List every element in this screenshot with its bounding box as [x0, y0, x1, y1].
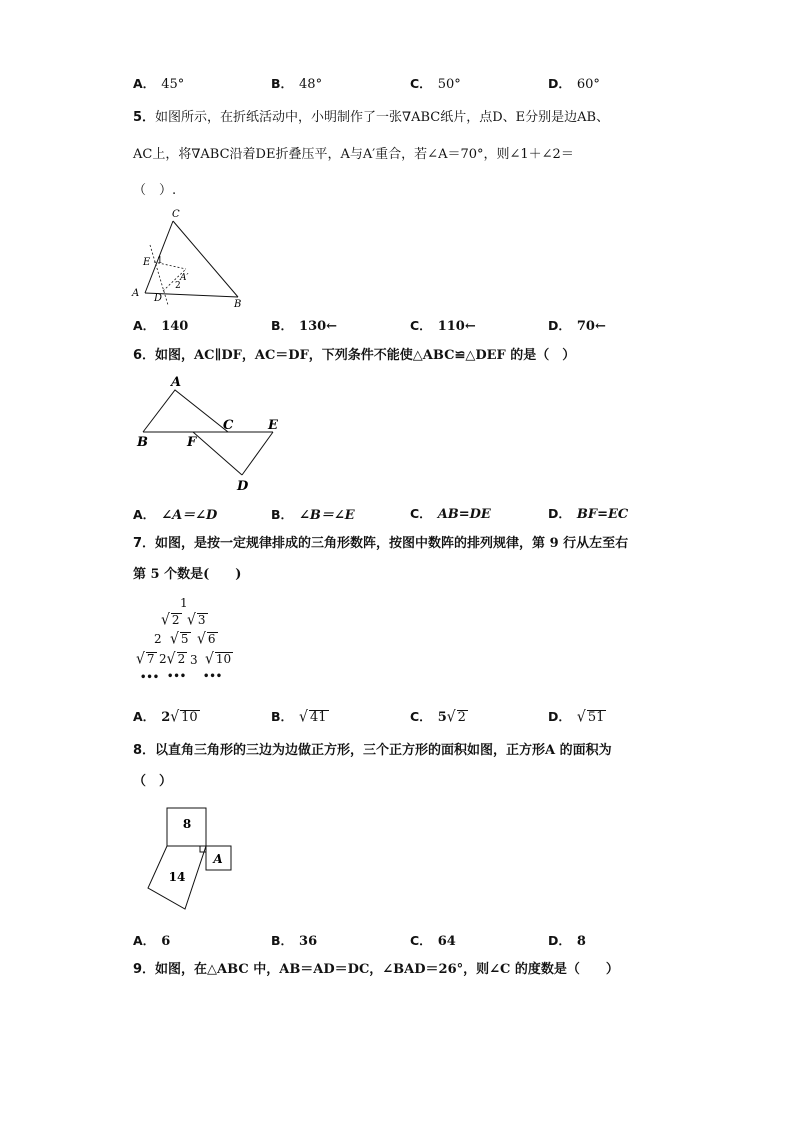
q7-number-array [133, 596, 253, 688]
q7-option-a[interactable]: A． 2√ 10 [133, 708, 198, 726]
q5-label-b: B [234, 299, 242, 310]
q8-label-a: A [213, 852, 223, 866]
array-dots-3: ••• [203, 671, 223, 682]
q6-question: 6．如图，AC∥DF，AC＝DF，下列条件不能使△ABC≌△DEF 的是（ ） [133, 348, 576, 363]
array-dots-2: ••• [167, 671, 187, 682]
q6-label-a: A [171, 375, 182, 390]
array-r1: 1 [180, 596, 188, 610]
q5-label-1: 1 [157, 256, 163, 266]
q8-option-a[interactable]: A． 6 [133, 933, 171, 949]
array-r3-2: √ 5 [170, 630, 189, 648]
q5-label-a: A [132, 288, 140, 299]
q5-figure [128, 205, 258, 310]
q6-option-d[interactable]: D． BF=EC [548, 506, 629, 522]
q6-option-b[interactable]: B． ∠B＝∠E [271, 507, 355, 523]
q5-label-e: E [143, 257, 151, 268]
q9-question: 9．如图，在△ABC 中，AB＝AD＝DC，∠BAD＝26°，则∠C 的度数是（ ） [133, 962, 619, 977]
q7-option-c[interactable]: C． 5√ 2 [410, 708, 466, 726]
q6-label-f: F [187, 435, 197, 450]
q7-options [133, 707, 693, 727]
q6-label-b: B [137, 435, 148, 450]
q5-label-d: D [154, 293, 163, 304]
array-r2-2: √ 3 [187, 611, 206, 629]
array-r4-4: √ 10 [205, 650, 232, 668]
q8-option-c[interactable]: C． 64 [410, 933, 456, 949]
q6-options [133, 504, 693, 522]
array-r3-1: 2 [154, 632, 162, 646]
array-r4-1: √ 7 [136, 650, 155, 668]
q7-option-b[interactable]: B． √ 41 [271, 708, 327, 726]
q7-option-d[interactable]: D． √ 51 [548, 708, 605, 726]
q5-line1: 5．如图所示，在折纸活动中，小明制作了一张∇ABC纸片，点D、E分别是边AB、 [133, 110, 610, 125]
q8-option-d[interactable]: D． 8 [548, 933, 586, 949]
q8-figure [140, 800, 240, 915]
q8-option-b[interactable]: B． 36 [271, 933, 318, 949]
array-r2-1: √ 2 [161, 611, 180, 629]
array-r4-2: 2√ 2 [159, 650, 186, 668]
q4-option-d[interactable]: D． 60° [548, 76, 600, 92]
left-arrow-icon: ← [326, 319, 338, 334]
q4-options [133, 74, 693, 92]
array-r3-3: √ 6 [197, 630, 216, 648]
q4-option-a[interactable]: A． 45° [133, 76, 185, 92]
q8-label-8: 8 [182, 817, 192, 831]
left-arrow-icon: ← [594, 319, 606, 334]
q8-options [133, 931, 693, 949]
q6-label-e: E [268, 418, 278, 433]
q5-label-c: C [172, 209, 180, 220]
q6-label-d: D [237, 479, 249, 494]
q7-line2: 第 5 个数是( ) [133, 567, 242, 582]
array-dots-1: ••• [140, 672, 160, 683]
q5-line3: （ ）. [133, 183, 177, 198]
q6-option-a[interactable]: A． ∠A＝∠D [133, 507, 218, 523]
q6-option-c[interactable]: C． AB=DE [410, 506, 491, 522]
q5-label-2: 2 [175, 281, 181, 291]
q5-label-a-prime: A′ [180, 273, 189, 283]
left-arrow-icon: ← [464, 319, 476, 334]
q5-option-b[interactable]: B． 130← [271, 318, 338, 334]
q5-option-a[interactable]: A． 140 [133, 318, 189, 334]
q5-option-c[interactable]: C． 110← [410, 318, 476, 334]
q7-line1: 7．如图，是按一定规律排成的三角形数阵，按图中数阵的排列规律，第 9 行从左至右 [133, 536, 629, 551]
q8-line1: 8．以直角三角形的三边为边做正方形，三个正方形的面积如图，正方形A 的面积为 [133, 743, 612, 758]
array-r4-3: 3 [190, 653, 198, 667]
q4-option-b[interactable]: B． 48° [271, 76, 323, 92]
q8-line2: （ ） [133, 774, 173, 789]
q5-line2: AC上，将∇ABC沿着DE折叠压平，A与A′重合，若∠A＝70°，则∠1＋∠2＝ [133, 147, 574, 162]
q6-label-c: C [223, 418, 234, 433]
q6-figure [133, 372, 293, 497]
q5-options [133, 316, 693, 334]
q8-label-14: 14 [168, 870, 186, 884]
q4-option-c[interactable]: C． 50° [410, 76, 461, 92]
q5-option-d[interactable]: D． 70← [548, 318, 606, 334]
